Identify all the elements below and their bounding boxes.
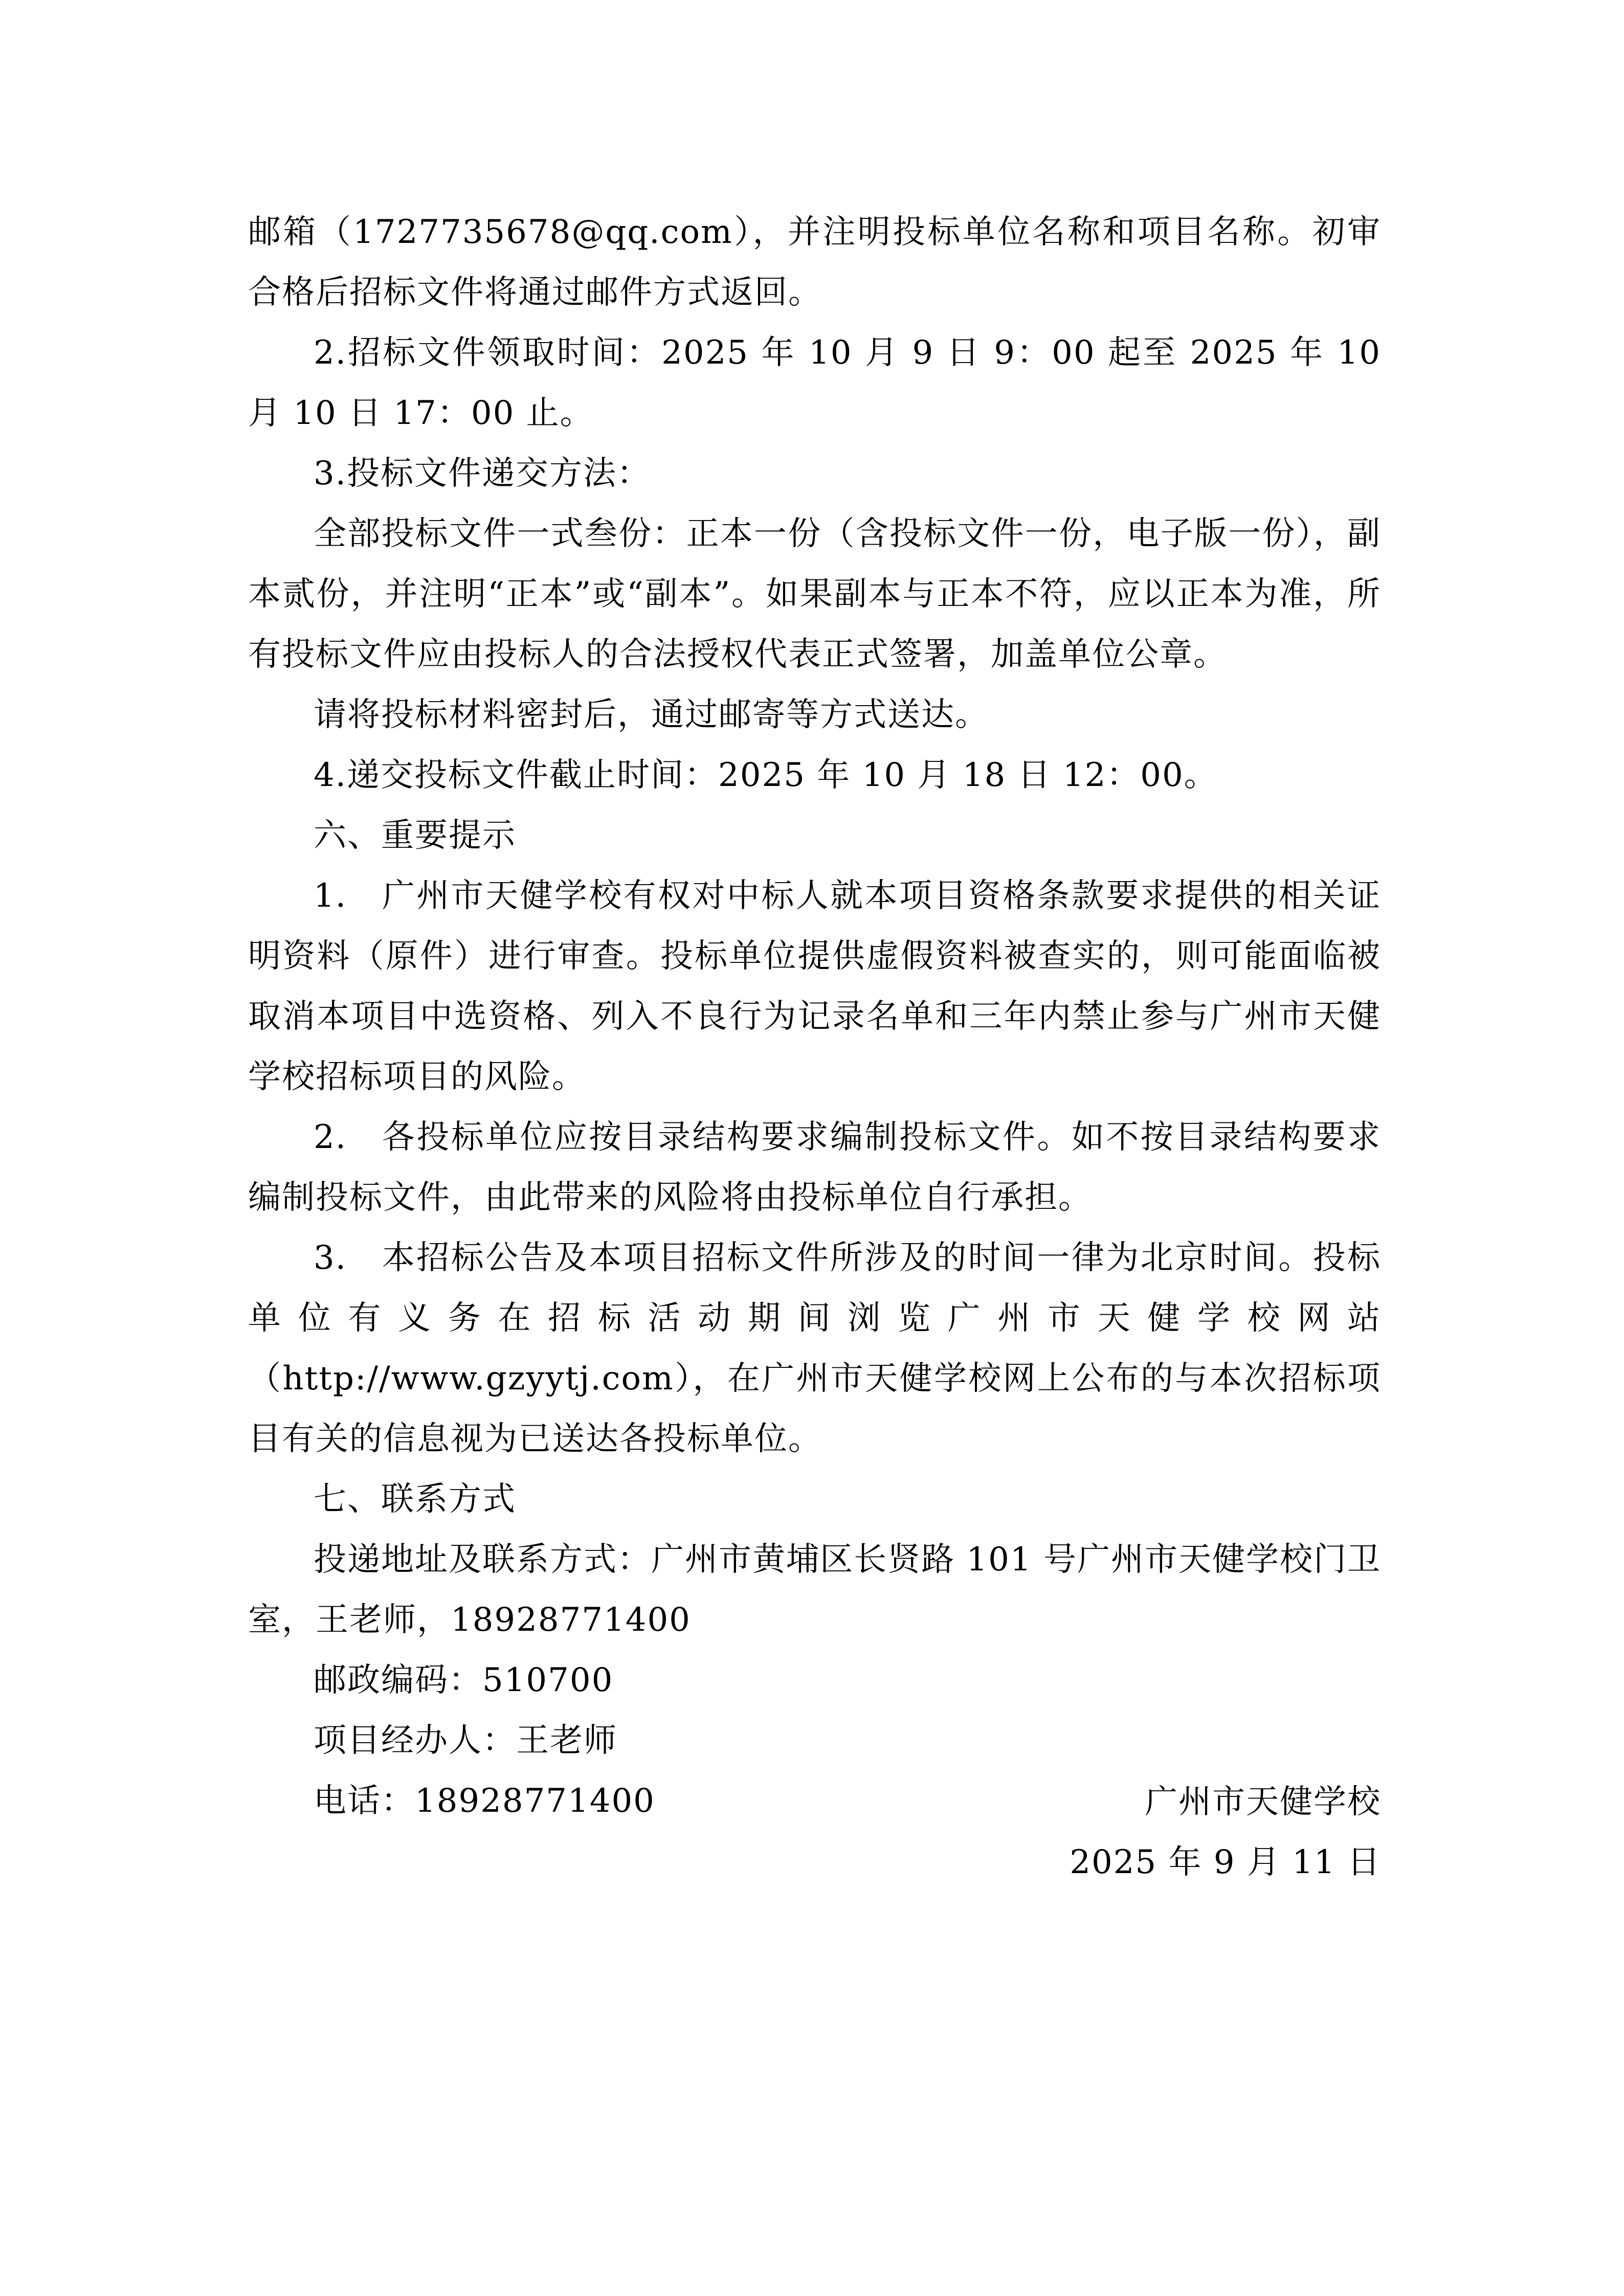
paragraph-project-handler: 项目经办人：王老师 [314,1722,617,1760]
paragraph-deadline: 4.递交投标文件截止时间：2025 年 10 月 18 日 12：00。 [314,756,1218,794]
paragraph-note-1: 1. 广州市天健学校有权对中标人就本项目资格条款要求提供的相关证明资料（原件）进行审查。投标单位提供虚假资料被查实的，则可能面临被取消本项目中选资格、列入不良行为记录名单和三年内禁止参与广州市天健学校招标项目的风险。 [248,877,1381,1096]
document-body [248,202,1381,1831]
section-heading-contact: 七、联系方式 [314,1480,516,1518]
paragraph-submission-method-heading: 3.投标文件递交方法： [314,455,651,492]
signature-organization: 广州市天健学校 [1145,1783,1381,1821]
paragraph-copies-requirement: 全部投标文件一式叁份：正本一份（含投标文件一份，电子版一份），副本贰份，并注明“正本”或“副本”。如果副本与正本不符，应以正本为准，所有投标文件应由投标人的合法授权代表正式签署，加盖单位公章。 [248,515,1381,673]
signature-date: 2025 年 9 月 11 日 [1070,1843,1381,1881]
paragraph-phone: 电话：18928771400 [314,1782,655,1820]
section-heading-important-notes: 六、重要提示 [314,817,516,854]
paragraph-contact-address: 投递地址及联系方式：广州市黄埔区长贤路 101 号广州市天健学校门卫室，王老师，18928771400 [248,1541,1381,1639]
paragraph-postal-code: 邮政编码：510700 [314,1661,614,1699]
signature-block [1070,1772,1381,1893]
paragraph-note-3: 3. 本招标公告及本项目招标文件所涉及的时间一律为北京时间。投标单位有义务在招标活动期间浏览广州市天健学校网站（http://www.gzyytj.com），在广州市天健学校网上公布的与本次招标项目有关的信息视为已送达各投标单位。 [248,1239,1381,1458]
paragraph-email-submission: 邮箱（1727735678@qq.com），并注明投标单位名称和项目名称。初审合格后招标文件将通过邮件方式返回。 [248,213,1381,311]
paragraph-sealed-delivery: 请将投标材料密封后，通过邮寄等方式送达。 [314,696,989,734]
paragraph-collection-time: 2.招标文件领取时间：2025 年 10 月 9 日 9：00 起至 2025 年 10 月 10 日 17：00 止。 [248,334,1381,432]
paragraph-note-2: 2. 各投标单位应按目录结构要求编制投标文件。如不按目录结构要求编制投标文件，由此带来的风险将由投标单位自行承担。 [248,1118,1381,1217]
